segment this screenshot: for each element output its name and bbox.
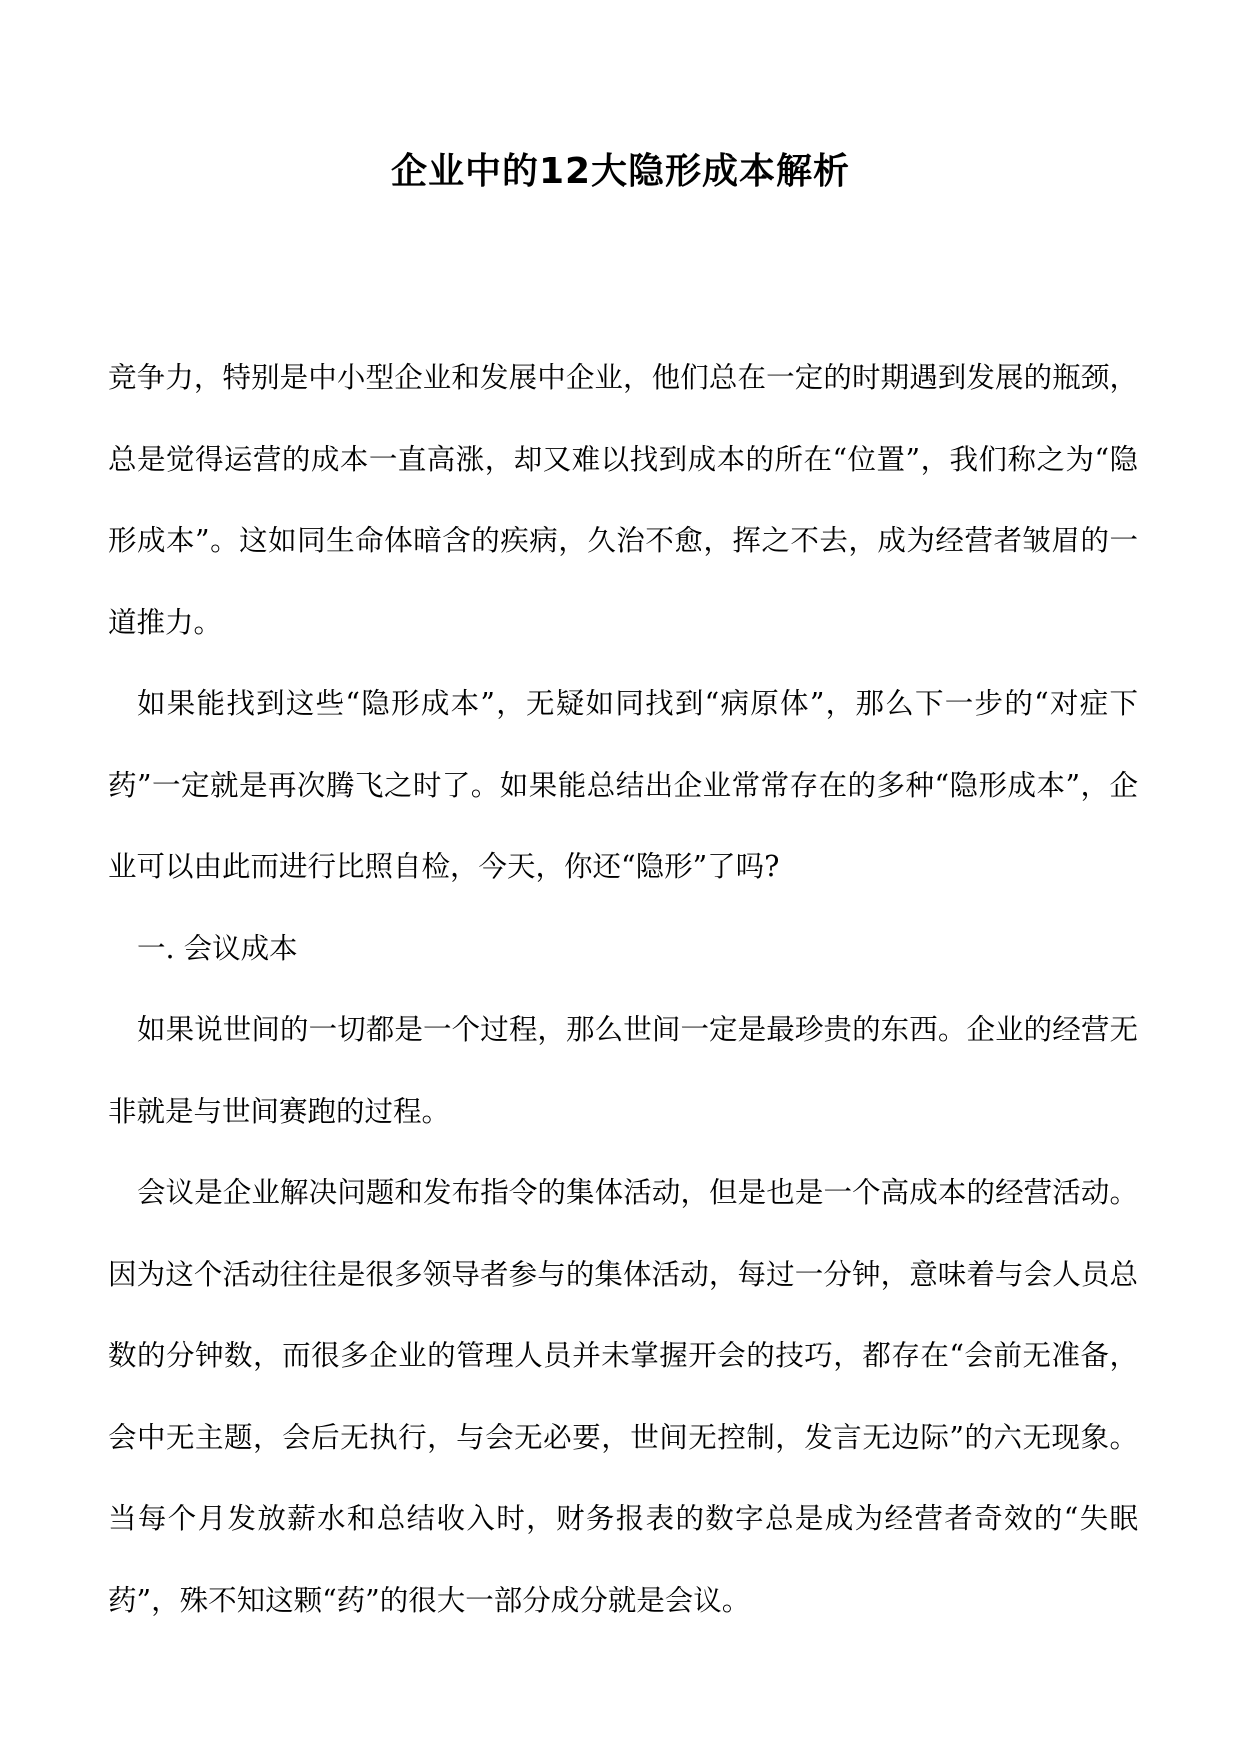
paragraph-intro: 竞争力，特别是中小型企业和发展中企业，他们总在一定的时期遇到发展的瓶颈，总是觉得运营的成本一直高涨，却又难以找到成本的所在“位置”，我们称之为“隐形成本”。这如同生命体暗含的疾病，久治不愈，挥之不去，成为经营者皱眉的一道推力。 (108, 361, 1138, 639)
document-body (108, 337, 1138, 1641)
document-title: 企业中的12大隐形成本解析 (390, 151, 851, 192)
section-heading-meeting-cost: 一. 会议成本 (137, 931, 298, 965)
paragraph-find-hidden-costs: 如果能找到这些“隐形成本”，无疑如同找到“病原体”，那么下一步的“对症下药”一定就是再次腾飞之时了。如果能总结出企业常常存在的多种“隐形成本”，企业可以由此而进行比照自检，今天，你还“隐形”了吗? (108, 687, 1138, 883)
paragraph-meeting-details: 会议是企业解决问题和发布指令的集体活动，但是也是一个高成本的经营活动。因为这个活动往往是很多领导者参与的集体活动，每过一分钟，意味着与会人员总数的分钟数，而很多企业的管理人员并未掌握开会的技巧，都存在“会前无准备，会中无主题，会后无执行，与会无必要，世间无控制，发言无边际”的六无现象。当每个月发放薪水和总结收入时，财务报表的数字总是成为经营者奇效的“失眠药”，殊不知这颗“药”的很大一部分成分就是会议。 (108, 1176, 1138, 1617)
paragraph-time-race: 如果说世间的一切都是一个过程，那么世间一定是最珍贵的东西。企业的经营无非就是与世间赛跑的过程。 (108, 1013, 1138, 1128)
